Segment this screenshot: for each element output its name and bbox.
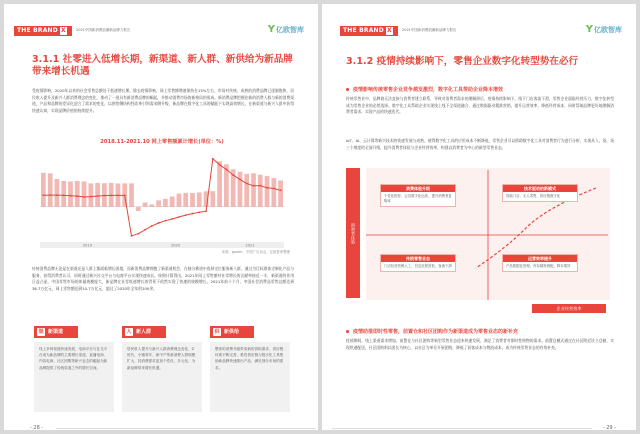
brand-x: X xyxy=(386,27,392,34)
digital-matrix xyxy=(346,168,614,318)
logo xyxy=(268,24,304,35)
chart-bar xyxy=(61,181,66,207)
year-label: 2019 xyxy=(82,243,93,248)
brand-badge xyxy=(340,26,398,36)
bullet-dot-icon xyxy=(346,330,349,333)
card-new-supply xyxy=(210,326,290,412)
chart-point xyxy=(219,164,221,166)
chart-point xyxy=(253,185,255,187)
logo-text: 亿欧智库 xyxy=(594,26,622,34)
quadrant-title: 运营效率提升 xyxy=(503,255,577,262)
chart-point xyxy=(144,229,146,231)
year-label: 2020 xyxy=(170,243,181,248)
chart-bar xyxy=(177,194,182,207)
card-tag-label: 新供给 xyxy=(224,329,240,335)
chart-point xyxy=(110,195,112,197)
brand-text: THE BRAND xyxy=(17,27,58,34)
chart-point xyxy=(259,185,261,187)
logo-mark-icon: Y xyxy=(585,24,593,35)
card-tag xyxy=(210,326,254,338)
chart-bar xyxy=(88,183,93,206)
chart-source: 来源：gooler、中国广告协会，亿欧智库整理 xyxy=(221,250,290,254)
chart-bar xyxy=(217,161,222,206)
chart-title: 2018.11-2021.10 网上零售额累计增长(单位：%) xyxy=(100,139,224,145)
chart-point xyxy=(151,225,153,227)
people-icon: 人 xyxy=(126,329,132,335)
chart-point xyxy=(97,195,99,197)
chart-bar xyxy=(75,181,80,207)
report-title: 2021中国新消费浪潮新品牌力报告 xyxy=(76,28,131,32)
brand-badge xyxy=(14,26,72,36)
quadrant-title: 技术驱动的新模式 xyxy=(503,185,577,192)
chart-point xyxy=(232,174,234,176)
chart-bar xyxy=(190,193,195,207)
card-tag xyxy=(34,326,78,338)
chart-point xyxy=(63,195,65,197)
chart-bar xyxy=(48,173,53,206)
quadrant-text: 门店经营依赖人工，信息化程度低，客流下滑 xyxy=(384,264,452,268)
chart-point xyxy=(280,189,282,191)
chart-bar xyxy=(68,182,73,207)
chart-bar xyxy=(271,178,276,207)
chart-point xyxy=(103,195,105,197)
chart-bar xyxy=(258,175,263,207)
right-paragraph-1: 传统零售业中，品牌商无法直接与消费者建立联系，导致对消费者需求的理解滞后，疫情持续影响下，线下门店客流下滑，零售企业面临经营压力，数字化转型成为零售企业的必然选择。数字化工具帮助企业实现线上线下全渠道融合，通过数据驱动精准营销，提升运营效率，降低经营成本，同时帮助品牌更好地理解消费者需求，实现产品的快速迭代。 xyxy=(346,96,614,115)
chart-point xyxy=(56,194,58,196)
footer-rule xyxy=(332,428,592,429)
chart-bar xyxy=(129,183,134,206)
card-text: 居民收入提升与新兴人群消费理念变化，Z世代、小镇青年、新中产等新消费人群规模扩大，其消费需求更加个性化、多元化，为新品牌带来增长机遇。 xyxy=(122,342,202,412)
driver-cards xyxy=(34,326,290,412)
brand-x: X xyxy=(60,27,66,34)
chart-point xyxy=(158,222,160,224)
intro-paragraph: 受疫情影响，2020年以来的社会零售总额处于低速增长期，除去疫情影响，网上零售额增速保持在15%左右，市场对传统、成熟的消费品牌已逐渐饱和，居民收入提升及新兴人群消费理念的变化，推动了一批具有新消费品牌的崛起，并推动消费市场的新格局的形成。新消费品牌把握住新的消费人群与新的消费渠道，产品和品牌的差异化迎合了需求的变化，以供给侧结构性改革引领需求侧升级，新品牌在数字化工具的赋能下实现高效增长，在新渠道与新兴人群中获得快速认知，实现品牌价值的持续提升。 xyxy=(32,88,294,113)
chart-point xyxy=(205,210,207,212)
chart-point xyxy=(239,178,241,180)
chart-point xyxy=(246,183,248,185)
chart-point xyxy=(49,194,51,196)
chart-point xyxy=(266,187,268,189)
chart-bar xyxy=(156,200,161,206)
chart-point xyxy=(273,188,275,190)
chart-bar xyxy=(143,203,148,207)
quadrant-text: 智能门店、无人零售、供应链数字化 xyxy=(506,194,561,198)
chart-bar xyxy=(251,173,256,206)
quadrant-text: 产品数据化管理，库存精准调配，降本增效 xyxy=(506,264,571,268)
chart-bar xyxy=(95,183,100,207)
chart-point xyxy=(90,196,92,198)
chart-point xyxy=(171,218,173,220)
chart-bar xyxy=(55,179,60,207)
body-paragraph-2: 传统消费品牌无论是在渠道还是人群上都面临增长困境，而新消费品牌拥抱了新渠道机会，在细分赛道中选择定位服务新人群，通过为目标群体定制化产品与服务，获得消费者认可，同时通过新兴社交平台与电商平台实现快速成长。按照计算得出，2021年网上零售额对社零增长的贡献率接近一半，新渠道的作用日益凸显，中国零售市场的体量规模庞大，新品牌在社零低速增长的背景下依然实现了快速的规模增长，2021年前十个月，中国社会消费品零售总额达到36.7万亿元，网上零售额达到10.7万亿元，超过了2020年全年的200余。 xyxy=(32,266,294,291)
bullet-heading-text: 疫情助推即时性零售，前置仓和社区团购作为新渠道成为零售业态的新补充 xyxy=(353,329,519,335)
bullet-heading-text: 疫情影响传统零售企业竞争越发激烈，数字化工具帮助企业降本增效 xyxy=(353,87,504,93)
chart-bar xyxy=(170,196,175,206)
chart-point xyxy=(164,220,166,222)
chart-bar xyxy=(210,191,215,207)
chart-bar xyxy=(278,181,283,207)
chart-point xyxy=(185,214,187,216)
quadrant-top-left xyxy=(380,184,456,207)
chart-point xyxy=(212,158,214,160)
logo xyxy=(586,24,622,35)
chart-bar xyxy=(149,204,154,206)
right-paragraph-2: IoT、AI、云计算等新兴技术的快速发展与成熟，使得数字化工具的应用成本不断降低，零售企业可以借助数字化工具对消费者行为进行分析，实现从人、货、场三个维度的全面升级，提升消费者体验与企业经营效率，构建以消费者为中心的新型零售业态。 xyxy=(346,138,614,150)
quadrant-bottom-left xyxy=(380,254,456,272)
quadrant-top-right xyxy=(502,184,578,202)
brand-text: THE BRAND xyxy=(343,27,384,34)
section-title-line2: 带来增长机遇 xyxy=(32,66,90,77)
chart-bar xyxy=(197,192,202,206)
bullet-heading-1 xyxy=(346,86,503,93)
chart-plot xyxy=(34,146,290,254)
left-page xyxy=(4,4,318,430)
page-number-text: - 28 - xyxy=(30,425,44,430)
logo-text: 亿欧智库 xyxy=(276,26,304,34)
section-title: 3.1.2 疫情持续影响下，零售企业数字化转型势在必行 xyxy=(346,56,579,67)
chart-bar xyxy=(183,193,188,207)
chart-point xyxy=(124,195,126,197)
card-new-channel xyxy=(34,326,114,412)
chart-point xyxy=(117,195,119,197)
footer-rule xyxy=(56,428,316,429)
chart-point xyxy=(76,195,78,197)
quadrant-text: 个性化推荐、会员数字化运营，提升消费者复购率 xyxy=(384,194,452,203)
quadrant-bottom-right xyxy=(502,254,578,272)
quadrant-title: 消费体验升级 xyxy=(381,185,455,192)
supply-icon: 供 xyxy=(214,329,220,335)
page-header xyxy=(4,26,318,36)
chart-point xyxy=(131,235,133,237)
bullet-dot-icon xyxy=(346,88,349,91)
page-header xyxy=(322,26,636,36)
year-label: 2021 xyxy=(245,243,255,248)
section-title xyxy=(32,54,294,78)
matrix-y-label: 消费者体验 xyxy=(346,168,360,298)
chart-point xyxy=(178,216,180,218)
chart-point xyxy=(42,194,44,196)
chart-point xyxy=(192,213,194,215)
chart-bar xyxy=(41,173,46,207)
chart-point xyxy=(83,196,85,198)
chart-bar xyxy=(82,182,87,207)
quadrant-title: 传统零售业态 xyxy=(381,255,455,262)
page-number-text: - 29 - xyxy=(602,425,616,430)
chart-bar xyxy=(136,207,141,211)
matrix-x-label: 企业经营效率 xyxy=(532,304,606,313)
chart-point xyxy=(70,195,72,197)
section-title-line1: 3.1.1 社零进入低增长期，新渠道、新人群、新供给为新品牌 xyxy=(32,54,293,65)
chart-point xyxy=(137,233,139,235)
bullet-heading-2 xyxy=(346,328,518,335)
right-paragraph-3: 疫情期间，线上渠道需求增加，前置仓与社区团购等新型零售业态迎来快速发展，满足了消费者对即时性购物的需求。前置仓模式通过在社区附近设立仓储，实现快速配送，社区团购则以团长为核心，以社区为单位开展团购，降低了获客成本与物流成本，成为传统零售业态的有效补充。 xyxy=(346,338,614,350)
card-tag-label: 新人群 xyxy=(136,329,152,335)
card-tag-label: 新渠道 xyxy=(48,329,64,335)
card-tag xyxy=(122,326,166,338)
chart-bar xyxy=(244,174,249,207)
chart-bar xyxy=(238,172,243,207)
logo-mark-icon: Y xyxy=(267,24,275,35)
chart-bar xyxy=(163,199,168,207)
channel-icon: 渠 xyxy=(38,329,44,335)
growth-chart xyxy=(34,138,290,258)
card-text: 线上多种渠道快速发展，电商平台与社交平台成为新品牌的主要增长渠道，直播电商、内容电商、社区团购等新兴业态的崛起为新品牌提供了传统渠道之外的增长空间。 xyxy=(34,342,114,412)
chart-bar xyxy=(265,176,270,207)
right-page xyxy=(322,4,636,430)
chart-point xyxy=(225,169,227,171)
card-text: 整体的消费升级带来新的供给需求，供应链体系不断完善，柔性供应链与数字化工具帮助新品牌快速推出产品，满足细分市场的需求。 xyxy=(210,342,290,412)
chart-point xyxy=(198,211,200,213)
card-new-people xyxy=(122,326,202,412)
report-title: 2021中国新消费浪潮新品牌力报告 xyxy=(402,28,457,32)
